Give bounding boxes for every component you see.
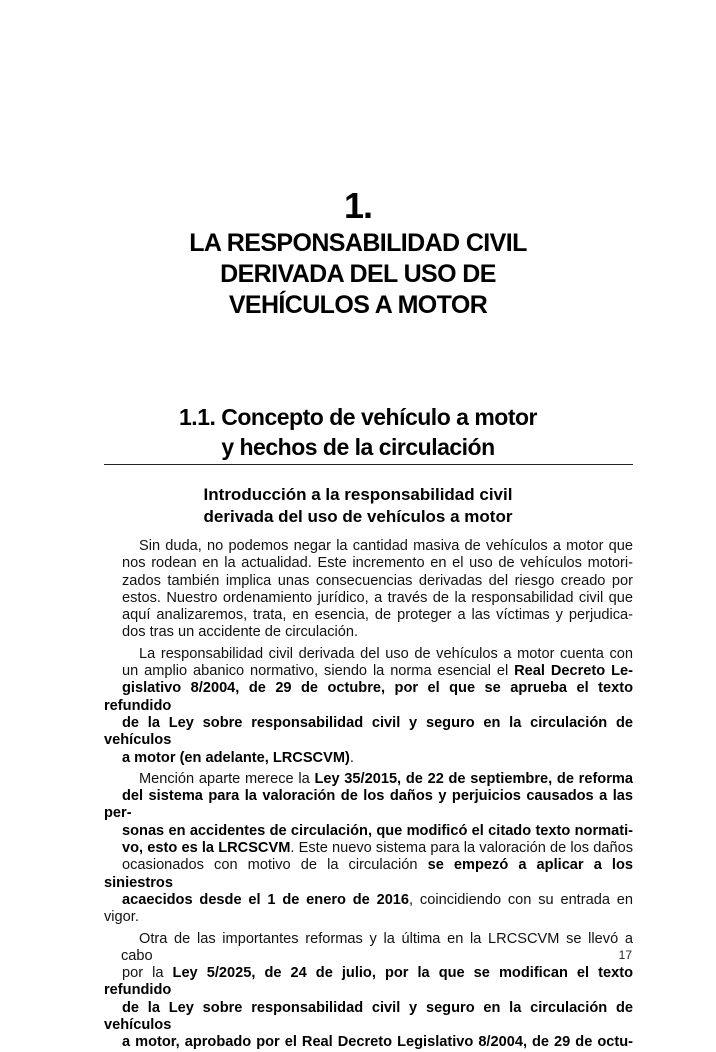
text-run: ocasionados con motivo de la circulación (122, 857, 428, 874)
law-reference: Real Decreto Le- (514, 663, 633, 680)
law-reference: a motor (en adelante, LRCSCVM) (122, 749, 350, 766)
text-line (104, 840, 633, 857)
text-line (104, 680, 633, 715)
text-run: un amplio abanico normativo, siendo la norma esencial el (122, 663, 515, 680)
text-line: nos rodean en la actualidad. Este incremento en el uso de vehículos motori- (122, 555, 633, 572)
section-title-line: y hechos de la circulación (221, 434, 495, 460)
text-line (104, 750, 633, 767)
text-line: La responsabilidad civil derivada del uso de vehículos a motor cuenta con (139, 645, 633, 662)
text-line: Sin duda, no podemos negar la cantidad masiva de vehículos a motor que (139, 538, 633, 554)
subsection-title (0, 484, 716, 528)
text-line (104, 892, 633, 927)
paragraph (104, 538, 633, 642)
section-title (0, 402, 716, 462)
text-line (104, 788, 633, 823)
law-reference: vo, esto es la LRCSCVM (122, 840, 291, 857)
text-run: Mención aparte merece la (139, 770, 315, 787)
emphasis: se empezó a aplicar a los siniestros (104, 857, 633, 891)
paragraph (104, 646, 633, 767)
emphasis: acaecidos desde el 1 de enero de 2016 (122, 891, 410, 908)
section-title-line: 1.1. Concepto de vehículo a motor (179, 404, 537, 430)
chapter-heading (0, 186, 716, 321)
text-line (104, 1000, 633, 1035)
text-line: Otra de las importantes reformas y la última en la LRCSCVM se llevó a cabo (121, 930, 633, 964)
law-reference: de la Ley sobre responsabilidad civil y seguro en la circulación de vehículos (104, 714, 633, 749)
paragraph (104, 931, 633, 1052)
chapter-number: 1. (343, 185, 373, 226)
text-run: , coincidiendo con su entrada en vigor. (104, 891, 633, 926)
text-line (104, 1034, 633, 1051)
law-reference: sonas en accidentes de circulación, que modificó el citado texto normati- (122, 822, 633, 839)
subsection-title-line: derivada del uso de vehículos a motor (203, 507, 513, 526)
section-divider (104, 464, 633, 465)
text-line (104, 823, 633, 840)
text-line: estos. Nuestro ordenamiento jurídico, a través de la responsabilidad civil que (122, 589, 633, 606)
text-line (104, 857, 633, 892)
law-reference: Ley 5/2025, de 24 de julio, por la que se modifican el texto refundido (104, 965, 633, 999)
chapter-title-line: LA RESPONSABILIDAD CIVIL (189, 229, 527, 257)
text-line (104, 771, 633, 788)
text-line: aquí analizaremos, trata, en esencia, de proteger a las víctimas y perjudica- (122, 607, 633, 624)
chapter-title-line: VEHÍCULOS A MOTOR (228, 291, 488, 319)
chapter-title-line: DERIVADA DEL USO DE (220, 260, 496, 288)
text-line (104, 965, 633, 1000)
law-reference: de la Ley sobre responsabilidad civil y seguro en la circulación de vehículos (104, 999, 633, 1034)
text-run: por la (122, 965, 173, 982)
text-line (104, 663, 633, 680)
law-reference: gislativo 8/2004, de 29 de octubre, por el que se aprueba el texto refundido (104, 680, 633, 714)
text-line: dos tras un accidente de circulación. (122, 624, 359, 641)
law-reference: Ley 35/2015, de 22 de septiembre, de reforma (314, 770, 633, 787)
law-reference: del sistema para la valoración de los daños y perjuicios causados a las per- (104, 788, 633, 822)
text-run: . Este nuevo sistema para la valoración de los daños (290, 840, 634, 857)
text-run: . (349, 749, 354, 766)
text-line: zados también implica unas consecuencias derivadas del riesgo creado por (122, 572, 633, 589)
page-number: 17 (618, 948, 632, 962)
subsection-title-line: Introducción a la responsabilidad civil (203, 485, 513, 504)
chapter-title (0, 228, 716, 321)
law-reference: a motor, aprobado por el Real Decreto Legislativo 8/2004, de 29 de octu- (122, 1034, 633, 1051)
body-text (104, 538, 633, 1052)
paragraph (104, 771, 633, 927)
text-line (104, 715, 633, 750)
